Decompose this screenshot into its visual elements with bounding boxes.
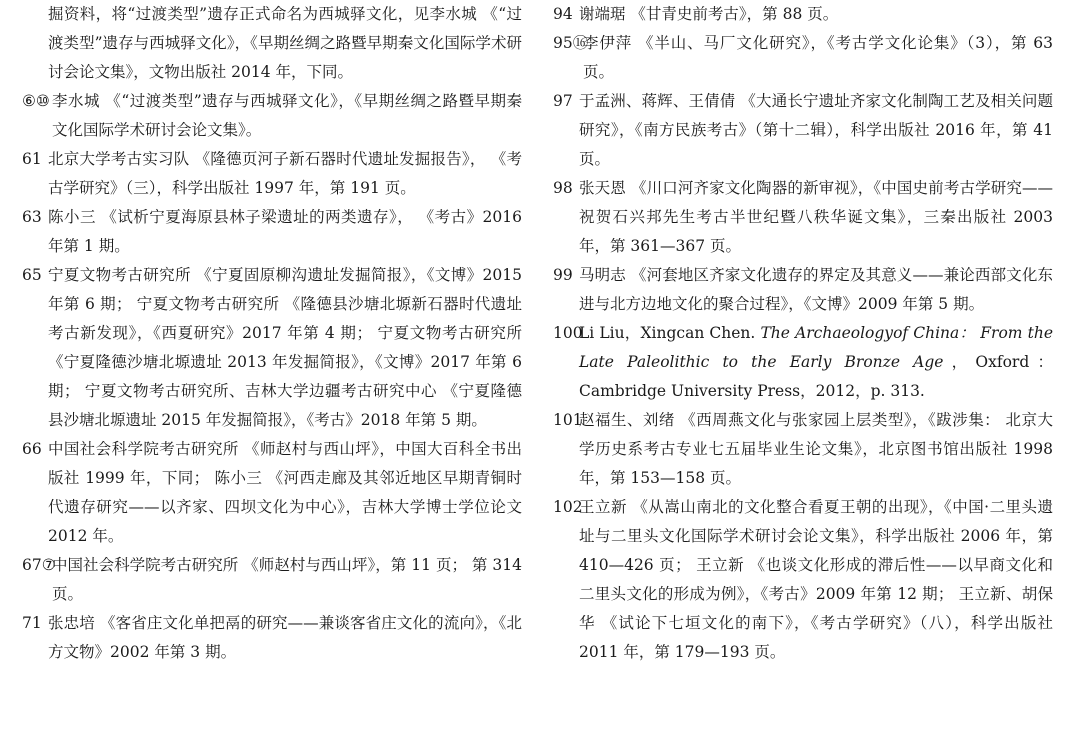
footnote-marker: 71	[22, 614, 42, 632]
footnote-text: 中国社会科学院考古研究所 《师赵村与西山坪》，第 11 页； 第 314 页。	[52, 556, 522, 603]
footnote-99	[553, 261, 1053, 319]
footnote-65	[22, 261, 522, 435]
footnote-98	[553, 174, 1053, 261]
footnote-text: 中国社会科学院考古研究所 《师赵村与西山坪》，中国大百科全书出版社 1999 年，下同； 陈小三 《河西走廊及其邻近地区早期青铜时代遗存研究——以齐家、四坝文化为中心》，吉林大学博士学位论文 2012 年。	[48, 440, 522, 545]
footnote-marker: 98	[553, 179, 573, 197]
footnote-marker: 63	[22, 208, 42, 226]
footnote-text: 北京大学考古实习队 《隆德页河子新石器时代遗址发掘报告》， 《考古学研究》（三），科学出版社 1997 年，第 191 页。	[48, 150, 522, 197]
footnote-marker: 66	[22, 440, 42, 458]
footnote-71	[22, 609, 522, 667]
footnote-marker: ⑥⑩	[22, 92, 50, 110]
footnote-text: 李伊萍 《半山、马厂文化研究》，《考古学文化论集》（3），第 63 页。	[583, 34, 1053, 81]
right-column	[553, 0, 1053, 667]
footnote-marker: 65	[22, 266, 42, 284]
footnote-102	[553, 493, 1053, 667]
footnote-text-after: ，Oxford： Cambridge University Press，2012，p. 313.	[579, 353, 1053, 400]
footnote-text: 张忠培 《客省庄文化单把鬲的研究——兼谈客省庄文化的流向》，《北方文物》2002 年第 3 期。	[48, 614, 522, 661]
footnote-marker: 102	[553, 498, 583, 516]
footnote-66	[22, 435, 522, 551]
footnote-text: 李水城 《“过渡类型”遗存与西城驿文化》，《早期丝绸之路暨早期秦文化国际学术研讨会论文集》。	[52, 92, 522, 139]
footnote-100	[553, 319, 1053, 406]
footnote-text: 赵福生、刘绪 《西周燕文化与张家园上层类型》，《跋涉集： 北京大学历史系考古专业七五届毕业生论文集》，北京图书馆出版社 1998 年，第 153—158 页。	[579, 411, 1053, 487]
left-column	[22, 0, 522, 667]
footnote-text: 陈小三 《试析宁夏海原县林子梁遗址的两类遗存》， 《考古》2016 年第 1 期。	[48, 208, 522, 255]
footnote-text: 掘资料，将“过渡类型”遗存正式命名为西城驿文化，见李水城 《“过渡类型”遗存与西城驿文化》，《早期丝绸之路暨早期秦文化国际学术研讨会论文集》，文物出版社 2014 年，下同。	[48, 5, 522, 81]
footnote-marker: 95⑯	[553, 34, 589, 52]
footnote-marker: 97	[553, 92, 573, 110]
footnote-text: 王立新 《从嵩山南北的文化整合看夏王朝的出现》，《中国·二里头遗址与二里头文化国际学术研讨会论文集》，科学出版社 2006 年，第 410—426 页； 王立新 《也谈文化形成的滞后性——以早商文化和二里头文化的形成为例》，《考古》2009 年第 12 期； 王立新、胡保华 《试论下七垣文化的南下》，《考古学研究》（八），科学出版社 2011 年，第 179—193 页。	[579, 498, 1053, 661]
footnote-marker: 101	[553, 411, 583, 429]
footnote-marker: 61	[22, 150, 42, 168]
footnote-text: 宁夏文物考古研究所 《宁夏固原柳沟遗址发掘简报》，《文博》2015 年第 6 期； 宁夏文物考古研究所 《隆德县沙塘北塬新石器时代遗址考古新发现》，《西夏研究》2017 年第 4 期； 宁夏文物考古研究所 《宁夏隆德沙塘北塬遗址 2013 年发掘简报》，《文博》2017 年第 6 期； 宁夏文物考古研究所、吉林大学边疆考古研究中心 《宁夏隆德县沙塘北塬遗址 2015 年发掘简报》，《考古》2018 年第 5 期。	[48, 266, 522, 429]
footnote-67-70	[22, 551, 522, 609]
footnote-63	[22, 203, 522, 261]
footnote-97	[553, 87, 1053, 174]
footnote-60-100	[22, 87, 522, 145]
footnote-marker: 94	[553, 5, 573, 23]
footnote-101	[553, 406, 1053, 493]
footnote-marker: 67⑦	[22, 556, 56, 574]
footnote-95-96	[553, 29, 1053, 87]
footnote-61	[22, 145, 522, 203]
footnote-text: 谢端琚 《甘青史前考古》，第 88 页。	[579, 5, 839, 23]
footnote-text: 马明志 《河套地区齐家文化遗存的界定及其意义——兼论西部文化东进与北方边地文化的聚合过程》，《文博》2009 年第 5 期。	[579, 266, 1053, 313]
book-title-italic: The Archaeologyof China： From the Late Paleolithic to the Early Bronze Age	[579, 324, 1053, 371]
footnote-text: 张天恩 《川口河齐家文化陶器的新审视》，《中国史前考古学研究——祝贺石兴邦先生考古半世纪暨八秩华诞文集》，三秦出版社 2003 年，第 361—367 页。	[579, 179, 1053, 255]
footnote-continuation	[22, 0, 522, 87]
footnote-text-before: Li Liu，Xingcan Chen.	[579, 324, 761, 342]
footnote-marker: 100	[553, 324, 583, 342]
footnote-text: 于孟洲、蒋辉、王倩倩 《大通长宁遗址齐家文化制陶工艺及相关问题研究》，《南方民族考古》（第十二辑），科学出版社 2016 年，第 41 页。	[579, 92, 1053, 168]
footnote-94	[553, 0, 1053, 29]
footnote-marker: 99	[553, 266, 573, 284]
